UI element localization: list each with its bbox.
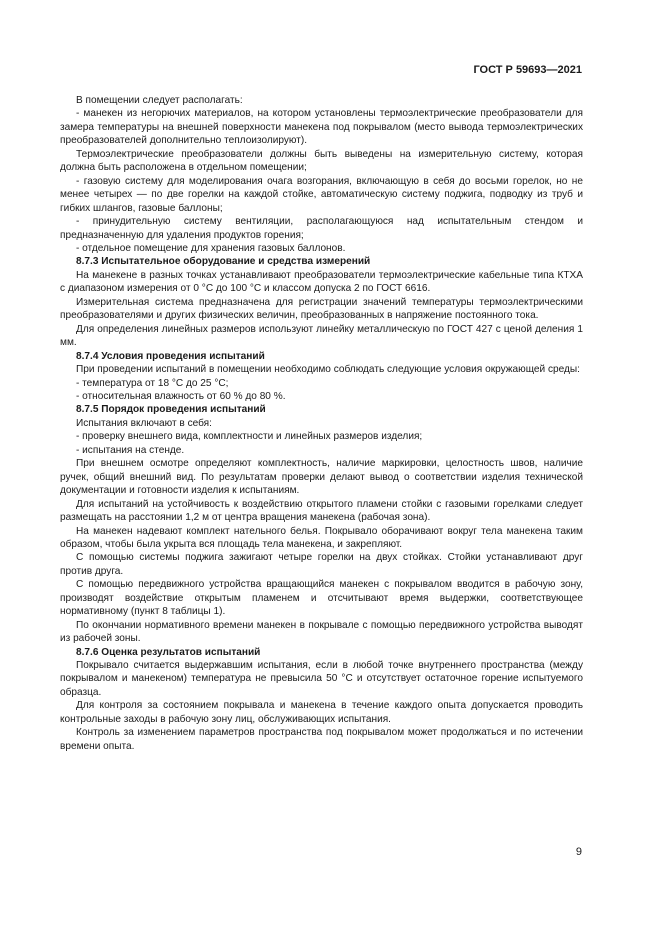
- paragraph: Для определения линейных размеров используют линейку металлическую по ГОСТ 427 с ценой деления 1 мм.: [60, 323, 583, 349]
- paragraph: На манекен надевают комплект нательного белья. Покрывало оборачивают вокруг тела манекена таким образом, чтобы была укрыта вся площадь тела манекена, и закрепляют.: [60, 525, 583, 550]
- page-number: 9: [575, 846, 582, 858]
- paragraph: Испытания включают в себя:: [76, 417, 212, 429]
- list-item: - испытания на стенде.: [76, 444, 185, 456]
- section-heading-8-7-3: 8.7.3 Испытательное оборудование и средства измерений: [76, 256, 371, 268]
- section-heading-8-7-4: 8.7.4 Условия проведения испытаний: [76, 350, 265, 362]
- list-item: - принудительную систему вентиляции, располагающуюся над испытательным стендом и предназначенную для удаления продуктов горения;: [60, 216, 583, 241]
- paragraph: Измерительная система предназначена для регистрации значений температуры термоэлектрическими преобразователями и других физических величин, преобразованных в напряжение постоянного тока.: [60, 296, 583, 322]
- section-heading-8-7-6: 8.7.6 Оценка результатов испытаний: [76, 646, 261, 658]
- paragraph: На манекене в разных точках устанавливают преобразователи термоэлектрические кабельные типа КТХА с диапазоном измерения от 0 °С до 100 °С и классом допуска 2 по ГОСТ 6616.: [60, 269, 583, 295]
- document-body: [60, 94, 583, 753]
- list-item: - отдельное помещение для хранения газовых баллонов.: [76, 242, 346, 254]
- paragraph: По окончании нормативного времени манекен в покрывале с помощью передвижного устройства выводят из рабочей зоны.: [60, 619, 583, 645]
- paragraph: В помещении следует располагать:: [76, 95, 243, 106]
- list-item: - температура от 18 °С до 25 °С;: [76, 377, 229, 389]
- list-item: - манекен из негорючих материалов, на котором установлены термоэлектрические преобразователи для замера температуры на внешней поверхности манекена под покрывалом (место вывода термоэлектрических преобразователей дополнительно теплоизолируют).: [60, 108, 583, 147]
- paragraph: Для контроля за состоянием покрывала и манекена в течение каждого опыта допускается проводить контрольные заходы в рабочую зону лиц, обслуживающих испытания.: [60, 700, 583, 725]
- paragraph: Термоэлектрические преобразователи должны быть выведены на измерительную систему, которая должна быть расположена в отдельном помещении;: [60, 148, 583, 174]
- paragraph: С помощью системы поджига зажигают четыре горелки на двух стойках. Стойки устанавливают друг против друга.: [60, 552, 583, 577]
- list-item: - газовую систему для моделирования очага возгорания, включающую в себя до восьми горелок, но не менее четырех — по две горелки на каждой стойке, автоматическую систему поджига, подводку из труб и гибких шлангов, газовые баллоны;: [60, 175, 583, 214]
- list-item: - относительная влажность от 60 % до 80 %.: [76, 390, 286, 402]
- section-heading-8-7-5: 8.7.5 Порядок проведения испытаний: [76, 404, 266, 416]
- paragraph: Покрывало считается выдержавшим испытания, если в любой точке внутреннего пространства (между покрывалом и манекеном) температура не превысила 50 °С и отсутствует остаточное горение испытуемого образца.: [60, 660, 583, 698]
- document-standard-id: ГОСТ Р 59693—2021: [473, 64, 582, 76]
- paragraph: Контроль за изменением параметров пространства под покрывалом может продолжаться и по истечении времени опыта.: [60, 727, 583, 752]
- list-item: - проверку внешнего вида, комплектности и линейных размеров изделия;: [76, 431, 423, 443]
- paragraph: С помощью передвижного устройства вращающийся манекен с покрывалом вводится в рабочую зону, производят воздействие открытым пламенем и отсчитывают время выдержки, соответствующее нормативному (пункт 8 таблицы 1).: [60, 579, 583, 618]
- paragraph: Для испытаний на устойчивость к воздействию открытого пламени стойки с газовыми горелками следует размещать на расстоянии 1,2 м от центра вращения манекена (рабочая зона).: [60, 498, 583, 524]
- paragraph: При внешнем осмотре определяют комплектность, наличие маркировки, целостность швов, наличие ручек, общий внешний вид. По результатам проверки делают вывод о соответствии изделия технической документации и готовности изделия к испытаниям.: [60, 458, 583, 497]
- paragraph: При проведении испытаний в помещении необходимо соблюдать следующие условия окружающей среды:: [76, 364, 580, 376]
